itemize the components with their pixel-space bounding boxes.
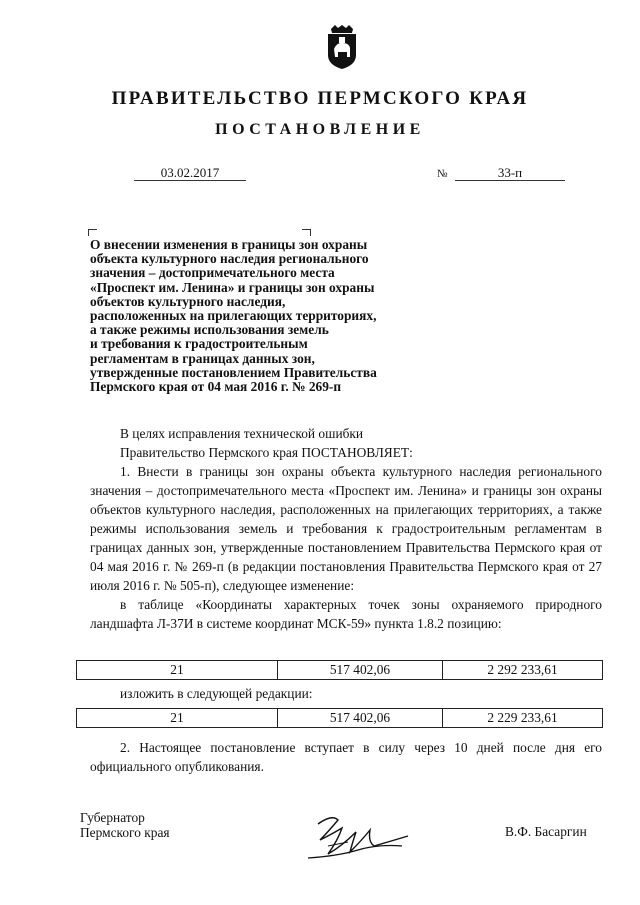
subject-line: и требования к градостроительным — [90, 336, 308, 352]
item-1: 1. Внести в границы зон охраны объекта культурного наследия регионального значения – достопримечательного места «Проспект им. Ленина» и границы зон охраны объектов культурного наследия, расположенных на прилегающих территориях, а также режимы использования земель и требования к градостроительным регламентам в границах данных зон, утвержденные постановлением Правительства Пермского края от 04 мая 2016 г. № 269-п (в редакции постановления Правительства Пермского края от 27 июля 2016 г. № 505-п), следующее изменение: — [90, 464, 602, 593]
document-date: 03.02.2017 — [134, 165, 246, 181]
document-type: ПОСТАНОВЛЕНИЕ — [215, 121, 425, 138]
new-coordinates-row — [76, 708, 603, 728]
subject-line: расположенных на прилегающих территориях, — [90, 308, 377, 324]
document-number: 33-п — [455, 165, 565, 181]
subject-line: объектов культурного наследия, — [90, 293, 286, 309]
point-number-cell: 21 — [77, 709, 278, 728]
subject-corner-left — [88, 229, 97, 236]
subject-line: регламентам в границах данных зон, — [90, 350, 315, 366]
y-coordinate-cell: 2 229 233,61 — [443, 709, 603, 728]
signatory-post-line-1: Губернатор — [80, 810, 145, 825]
document-body — [90, 424, 602, 633]
handwritten-signature — [298, 806, 418, 868]
subject-line: утвержденные постановлением Правительства — [90, 364, 377, 380]
subject-line: значения – достопримечательного места — [90, 265, 335, 281]
intro-line-1: В целях исправления технической ошибки — [120, 426, 364, 441]
government-title: ПРАВИТЕЛЬСТВО ПЕРМСКОГО КРАЯ — [111, 88, 529, 109]
intro-line-2: Правительство Пермского края ПОСТАНОВЛЯЕТ: — [120, 445, 413, 460]
subject-corner-right — [302, 229, 311, 236]
perm-krai-coat-of-arms-icon — [325, 25, 359, 69]
table-intro: в таблице «Координаты характерных точек зоны охраняемого природного ландшафта Л-37И в системе координат МСК-59» пункта 1.8.2 позицию: — [90, 597, 602, 631]
subject-line: Пермского края от 04 мая 2016 г. № 269-п — [90, 379, 342, 395]
replace-text: изложить в следующей редакции: — [120, 686, 313, 701]
number-sign: № — [437, 168, 448, 180]
y-coordinate-cell: 2 292 233,61 — [443, 661, 603, 680]
signatory-post-line-2: Пермского края — [80, 825, 170, 840]
subject-line: а также режимы использования земель — [90, 322, 329, 338]
subject-line: О внесении изменения в границы зон охраны — [90, 237, 368, 252]
x-coordinate-cell: 517 402,06 — [278, 661, 443, 680]
subject-line: объекта культурного наследия регионального — [90, 251, 369, 267]
document-item-2 — [90, 738, 602, 776]
old-coordinates-row — [76, 660, 603, 680]
item-2: 2. Настоящее постановление вступает в силу через 10 дней после дня его официального опубликования. — [90, 740, 602, 774]
signatory-name: В.Ф. Басаргин — [505, 824, 587, 839]
subject-line: «Проспект им. Ленина» и границы зон охраны — [90, 279, 375, 295]
x-coordinate-cell: 517 402,06 — [278, 709, 443, 728]
document-subject — [90, 238, 430, 394]
signatory-position — [80, 810, 170, 840]
point-number-cell: 21 — [77, 661, 278, 680]
